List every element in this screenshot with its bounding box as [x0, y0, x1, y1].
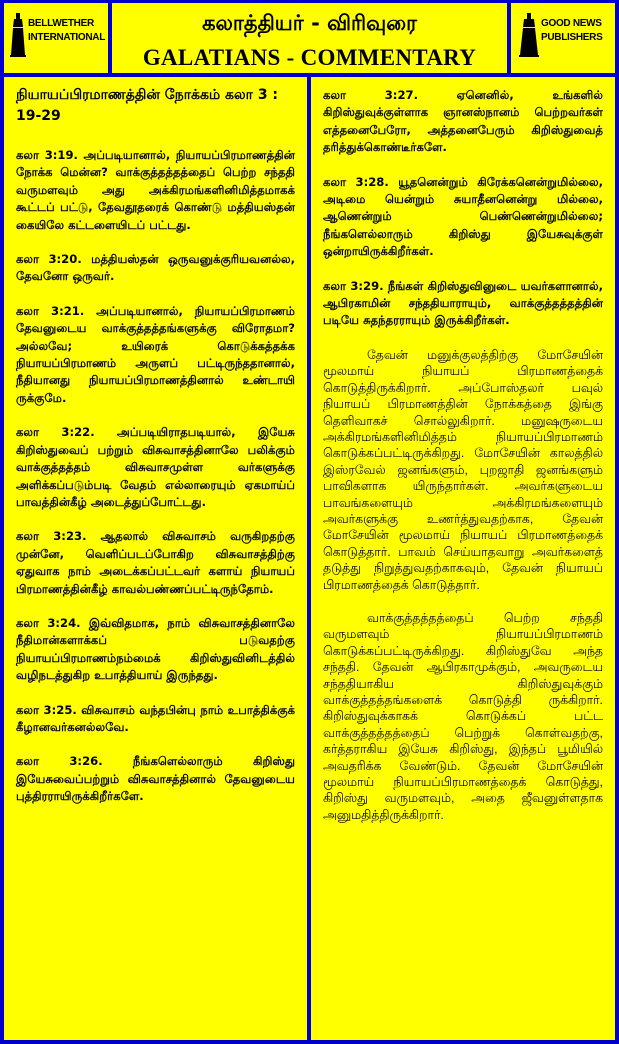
verse-3-24: கலா 3:24. இவ்விதமாக, நாம் விசுவாசத்தினாலே நீதிமான்களாக்கப் படுவதற்கு நியாயப்பிரமாணம்நம்மைக் கிறிஸ்துவினிடத்தில் வழிநடத்துகிற உபாத்தியாய் இருந்தது. [16, 615, 295, 683]
verse-3-21: கலா 3:21. அப்படியானால், நியாயப்பிரமாணம் தேவனுடைய வாக்குத்தத்தங்களுக்கு விரோதமா? அல்லவே; உயிரைக் கொடுக்கத்தக்க நியாயப்பிரமாணம் அருளப் பட்டிருந்ததானால், நீதியானது நியாயப்பிரமாணத்தினால் உண்டாயி ருக்குமே. [16, 303, 295, 405]
verse-3-26: கலா 3:26. நீங்களெல்லாரும் கிறிஸ்து இயேசுவைப்பற்றும் விசுவாசத்தினால் தேவனுடைய புத்திரராயிருக்கிறீர்களே. [16, 754, 295, 804]
right-logo-text: GOOD NEWS PUBLISHERS [541, 18, 603, 43]
verse-3-27: கலா 3:27. ஏனெனில், உங்களில் கிறிஸ்துவுக்குள்ளாக ஞானஸ்நானம் பெற்றவர்கள் எத்தனைபேரோ, அத்தனைபேரும் கிறிஸ்துவைத் தரித்துக்கொண்டீர்களே. [323, 88, 603, 155]
verse-3-22: கலா 3:22. அப்படியிராதபடியால், இயேசு கிறிஸ்துவைப் பற்றும் விசுவாசத்தினாலே பலிக்கும் வாக்குத்தத்தம் விசுவாசமுள்ள வர்களுக்கு அளிக்கப்படும்படி வேதம் எல்லாரையும் ஏகமாய்ப் பாவத்தின்கீழ் அடைத்துப்போட்டது. [16, 425, 295, 509]
tower-icon [10, 13, 26, 57]
right-column [311, 77, 615, 1040]
left-logo-text: BELLWETHER INTERNATIONAL [28, 18, 106, 43]
verse-3-23: கலா 3:23. ஆதலால் விசுவாசம் வருகிறதற்கு முன்னே, வெளிப்படப்போகிற விசுவாசத்திற்கு ஏதுவாக நாம் அடைக்கப்பட்டவர் களாய் நியாயப் பிரமாணத்தின்கீழ் காவல்பண்ணப்பட்டிருந்தோம். [16, 529, 295, 596]
tamil-title: கலாத்தியர் - விரிவுரை [202, 11, 417, 35]
commentary-paragraph-1: தேவன் மனுக்குலத்திற்கு மோசேயின் மூலமாய் நியாயப் பிரமாணத்தைக் கொடுத்திருக்கிறார். அப்போஸ்தலர் பவுல் நியாயப் பிரமாணத்தின் நோக்கத்தை இங்கு தெளிவாகச் சொல்லுகிறார். மனுஷருடைய அக்கிரமங்களினிமித்தம் நியாயப்பிரமாணம் கொடுக்கப்பட்டிருக்கிறது. மோசேயின் காலத்தில் இஸ்ரவேல் ஜனங்களும், புறஜாதி ஜனங்களும் பாவிகளாக யிருந்தார்கள். அவர்களுடைய பாவங்களையும் அக்கிரமங்களையும் அவர்களுக்கு உணர்த்துவதற்காக, தேவன் மோசேயின் மூலமாய் நியாயப் பிரமாணத்தைக் கொடுத்தார். பாவம் செய்யாதவாறு அவர்களைத் தடுத்து நிறுத்துவதற்காகவும், தேவன் நியாயப் பிரமாணத்தைக் கொடுத்தார். [323, 347, 603, 592]
bellwether-logo [4, 3, 108, 73]
title-banner [112, 3, 507, 73]
verse-3-20: கலா 3:20. மத்தியஸ்தன் ஒருவனுக்குரியவனல்ல, தேவனோ ஒருவர். [16, 252, 295, 284]
english-title: GALATIANS - COMMENTARY [142, 45, 477, 70]
section-heading: நியாயப்பிரமாணத்தின் நோக்கம் கலா 3 : 19-29 [16, 87, 279, 124]
commentary-paragraph-2: வாக்குத்தத்தத்தைப் பெற்ற சந்ததி வருமளவும் நியாயப்பிரமாணம் கொடுக்கப்பட்டிருக்கிறது. கிறிஸ்துவே அந்த சந்ததி. தேவன் ஆபிரகாமுக்கும், அவருடைய சந்ததியாகிய கிறிஸ்துவுக்கும் வாக்குத்தத்தங்களைக் கொடுத்தி ருக்கிறார். கிறிஸ்துவுக்காகக் கொடுக்கப் பட்ட வாக்குத்தத்தத்தைப் பெற்றுக் கொள்வதற்கு, கர்த்தராகிய இயேசு கிறிஸ்து, இந்தப் பூமியில் அவதரிக்க வேண்டும். தேவன் மோசேயின் மூலமாய் நியாயப்பிரமாணத்தைக் கொடுத்து, கிறிஸ்து வருமளவும், அதை ஜீவனுள்ளதாக அனுமதித்திருக்கிறார். [323, 610, 603, 822]
verse-3-28: கலா 3:28. யூதனென்றும் கிரேக்கனென்றுமில்லை, அடிமை யென்றும் சுயாதீனனென்று மில்லை, ஆணென்றும் பெண்ணென்றுமில்லை; நீங்களெல்லாரும் கிறிஸ்து இயேசுவுக்குள் ஒன்றாயிருக்கிறீர்கள். [323, 174, 603, 259]
verse-3-25: கலா 3:25. விசுவாசம் வந்தபின்பு நாம் உபாத்திக்குக் கீழானவர்கனல்லவே. [16, 702, 295, 734]
left-column [4, 77, 307, 1040]
verse-3-19: கலா 3:19. அப்படியானால், நியாயப்பிரமாணத்தின் நோக்க மென்ன? வாக்குத்தத்தத்தைப் பெற்ற சந்ததி வருமளவும் அது அக்கிரமங்களினிமித்தமாகக் கூட்டப் பட்டு, தேவதூதரைக் கொண்டு மத்தியஸ்தன் கையிலே கட்டளையிடப் பட்டது. [16, 148, 295, 232]
verse-3-29: கலா 3:29. நீங்கள் கிறிஸ்துவினுடை யவர்களானால், ஆபிரகாமின் சந்ததியாராயும், வாக்குத்தத்தத்தின் படியே சுதந்தரராயும் இருக்கிறீர்கள். [323, 278, 603, 328]
tower-icon [519, 13, 539, 57]
good-news-logo [511, 3, 615, 73]
